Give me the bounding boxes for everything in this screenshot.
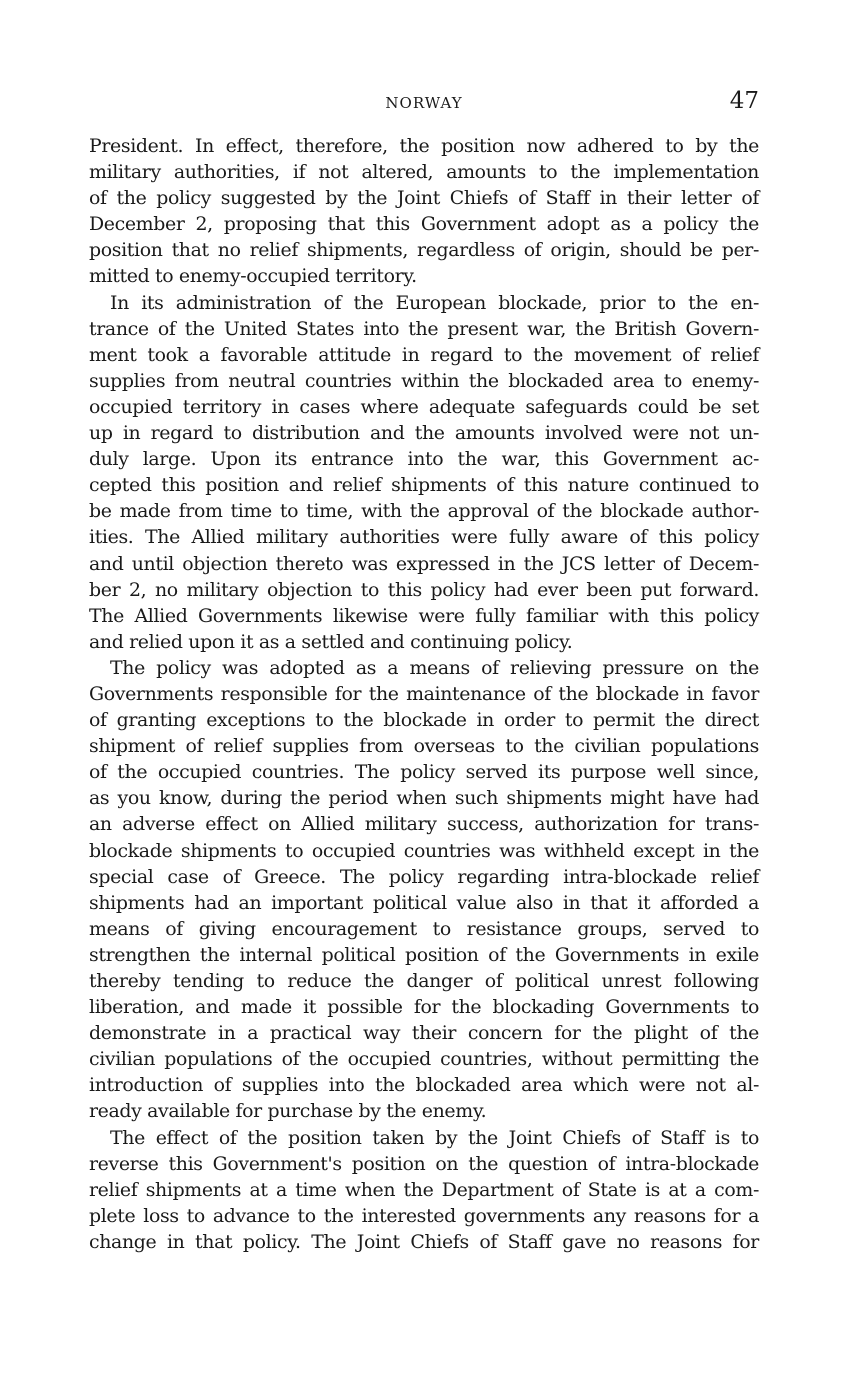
- text-line: demonstrate in a practical way their concern for the plight of the: [89, 1022, 759, 1045]
- text-line: change in that policy. The Joint Chiefs of Staff gave no reasons for: [89, 1230, 759, 1253]
- text-line: special case of Greece. The policy regarding intra-blockade relief: [89, 865, 759, 888]
- text-line: duly large. Upon its entrance into the war, this Government ac-: [89, 448, 759, 471]
- text-line: Governments responsible for the maintenance of the blockade in favor: [89, 682, 759, 705]
- text-line: supplies from neutral countries within the blockaded area to enemy-: [89, 369, 759, 392]
- text-line: The Allied Governments likewise were fully familiar with this policy: [89, 604, 759, 627]
- text-line: trance of the United States into the present war, the British Govern-: [89, 317, 759, 340]
- text-line: up in regard to distribution and the amounts involved were not un-: [89, 422, 759, 445]
- text-line: strengthen the internal political position of the Governments in exile: [89, 943, 759, 966]
- text-line: position that no relief shipments, regardless of origin, should be per-: [89, 239, 759, 262]
- text-line: ities. The Allied military authorities were fully aware of this policy: [89, 526, 759, 549]
- text-line: thereby tending to reduce the danger of political unrest following: [89, 970, 759, 992]
- text-line: In its administration of the European blockade, prior to the en-: [110, 291, 759, 314]
- running-head: [89, 88, 759, 118]
- text-line: shipments had an important political value also in that it afforded a: [89, 891, 759, 914]
- text-line: reverse this Government's position on the question of intra-blockade: [89, 1152, 759, 1175]
- text-line: an adverse effect on Allied military success, authorization for trans-: [89, 813, 759, 836]
- text-line: cepted this position and relief shipments of this nature continued to: [89, 474, 759, 497]
- text-line: plete loss to advance to the interested governments any reasons for a: [89, 1204, 759, 1227]
- text-line: and relied upon it as a settled and continuing policy.: [89, 630, 573, 653]
- text-line: of the policy suggested by the Joint Chiefs of Staff in their letter of: [89, 187, 759, 210]
- text-line: President. In effect, therefore, the position now adhered to by the: [89, 135, 759, 157]
- text-line: mitted to enemy-occupied territory.: [89, 265, 417, 288]
- text-line: means of giving encouragement to resistance groups, served to: [89, 917, 759, 940]
- paragraph: [89, 290, 759, 655]
- body-text: [89, 133, 759, 1255]
- text-line: blockade shipments to occupied countries was withheld except in the: [89, 839, 759, 862]
- text-line: December 2, proposing that this Government adopt as a policy the: [89, 213, 759, 236]
- paragraph: [89, 655, 759, 1125]
- paragraph: [89, 1125, 759, 1255]
- text-line: The policy was adopted as a means of relieving pressure on the: [110, 656, 759, 679]
- text-line: relief shipments at a time when the Department of State is at a com-: [89, 1178, 759, 1201]
- text-line: The effect of the position taken by the Joint Chiefs of Staff is to: [110, 1126, 759, 1149]
- text-line: of granting exceptions to the blockade in order to permit the direct: [89, 709, 759, 732]
- paragraph: [89, 133, 759, 290]
- text-line: ready available for purchase by the enemy.: [89, 1100, 487, 1123]
- text-line: ber 2, no military objection to this policy had ever been put forward.: [89, 578, 759, 601]
- text-line: occupied territory in cases where adequate safeguards could be set: [89, 395, 759, 418]
- text-line: liberation, and made it possible for the blockading Governments to: [89, 996, 759, 1019]
- text-line: as you know, during the period when such shipments might have had: [89, 787, 759, 810]
- text-line: ment took a favorable attitude in regard to the movement of relief: [89, 343, 759, 366]
- page-number: 47: [729, 88, 759, 114]
- section-title: NORWAY: [385, 94, 463, 112]
- text-line: be made from time to time, with the approval of the blockade author-: [89, 500, 759, 523]
- text-line: civilian populations of the occupied countries, without permitting the: [89, 1048, 759, 1071]
- text-line: military authorities, if not altered, amounts to the implementation: [89, 161, 759, 184]
- text-line: and until objection thereto was expressed in the JCS letter of Decem-: [89, 552, 759, 575]
- text-line: introduction of supplies into the blockaded area which were not al-: [89, 1074, 759, 1097]
- text-line: shipment of relief supplies from overseas to the civilian populations: [89, 735, 759, 758]
- text-line: of the occupied countries. The policy served its purpose well since,: [89, 761, 759, 784]
